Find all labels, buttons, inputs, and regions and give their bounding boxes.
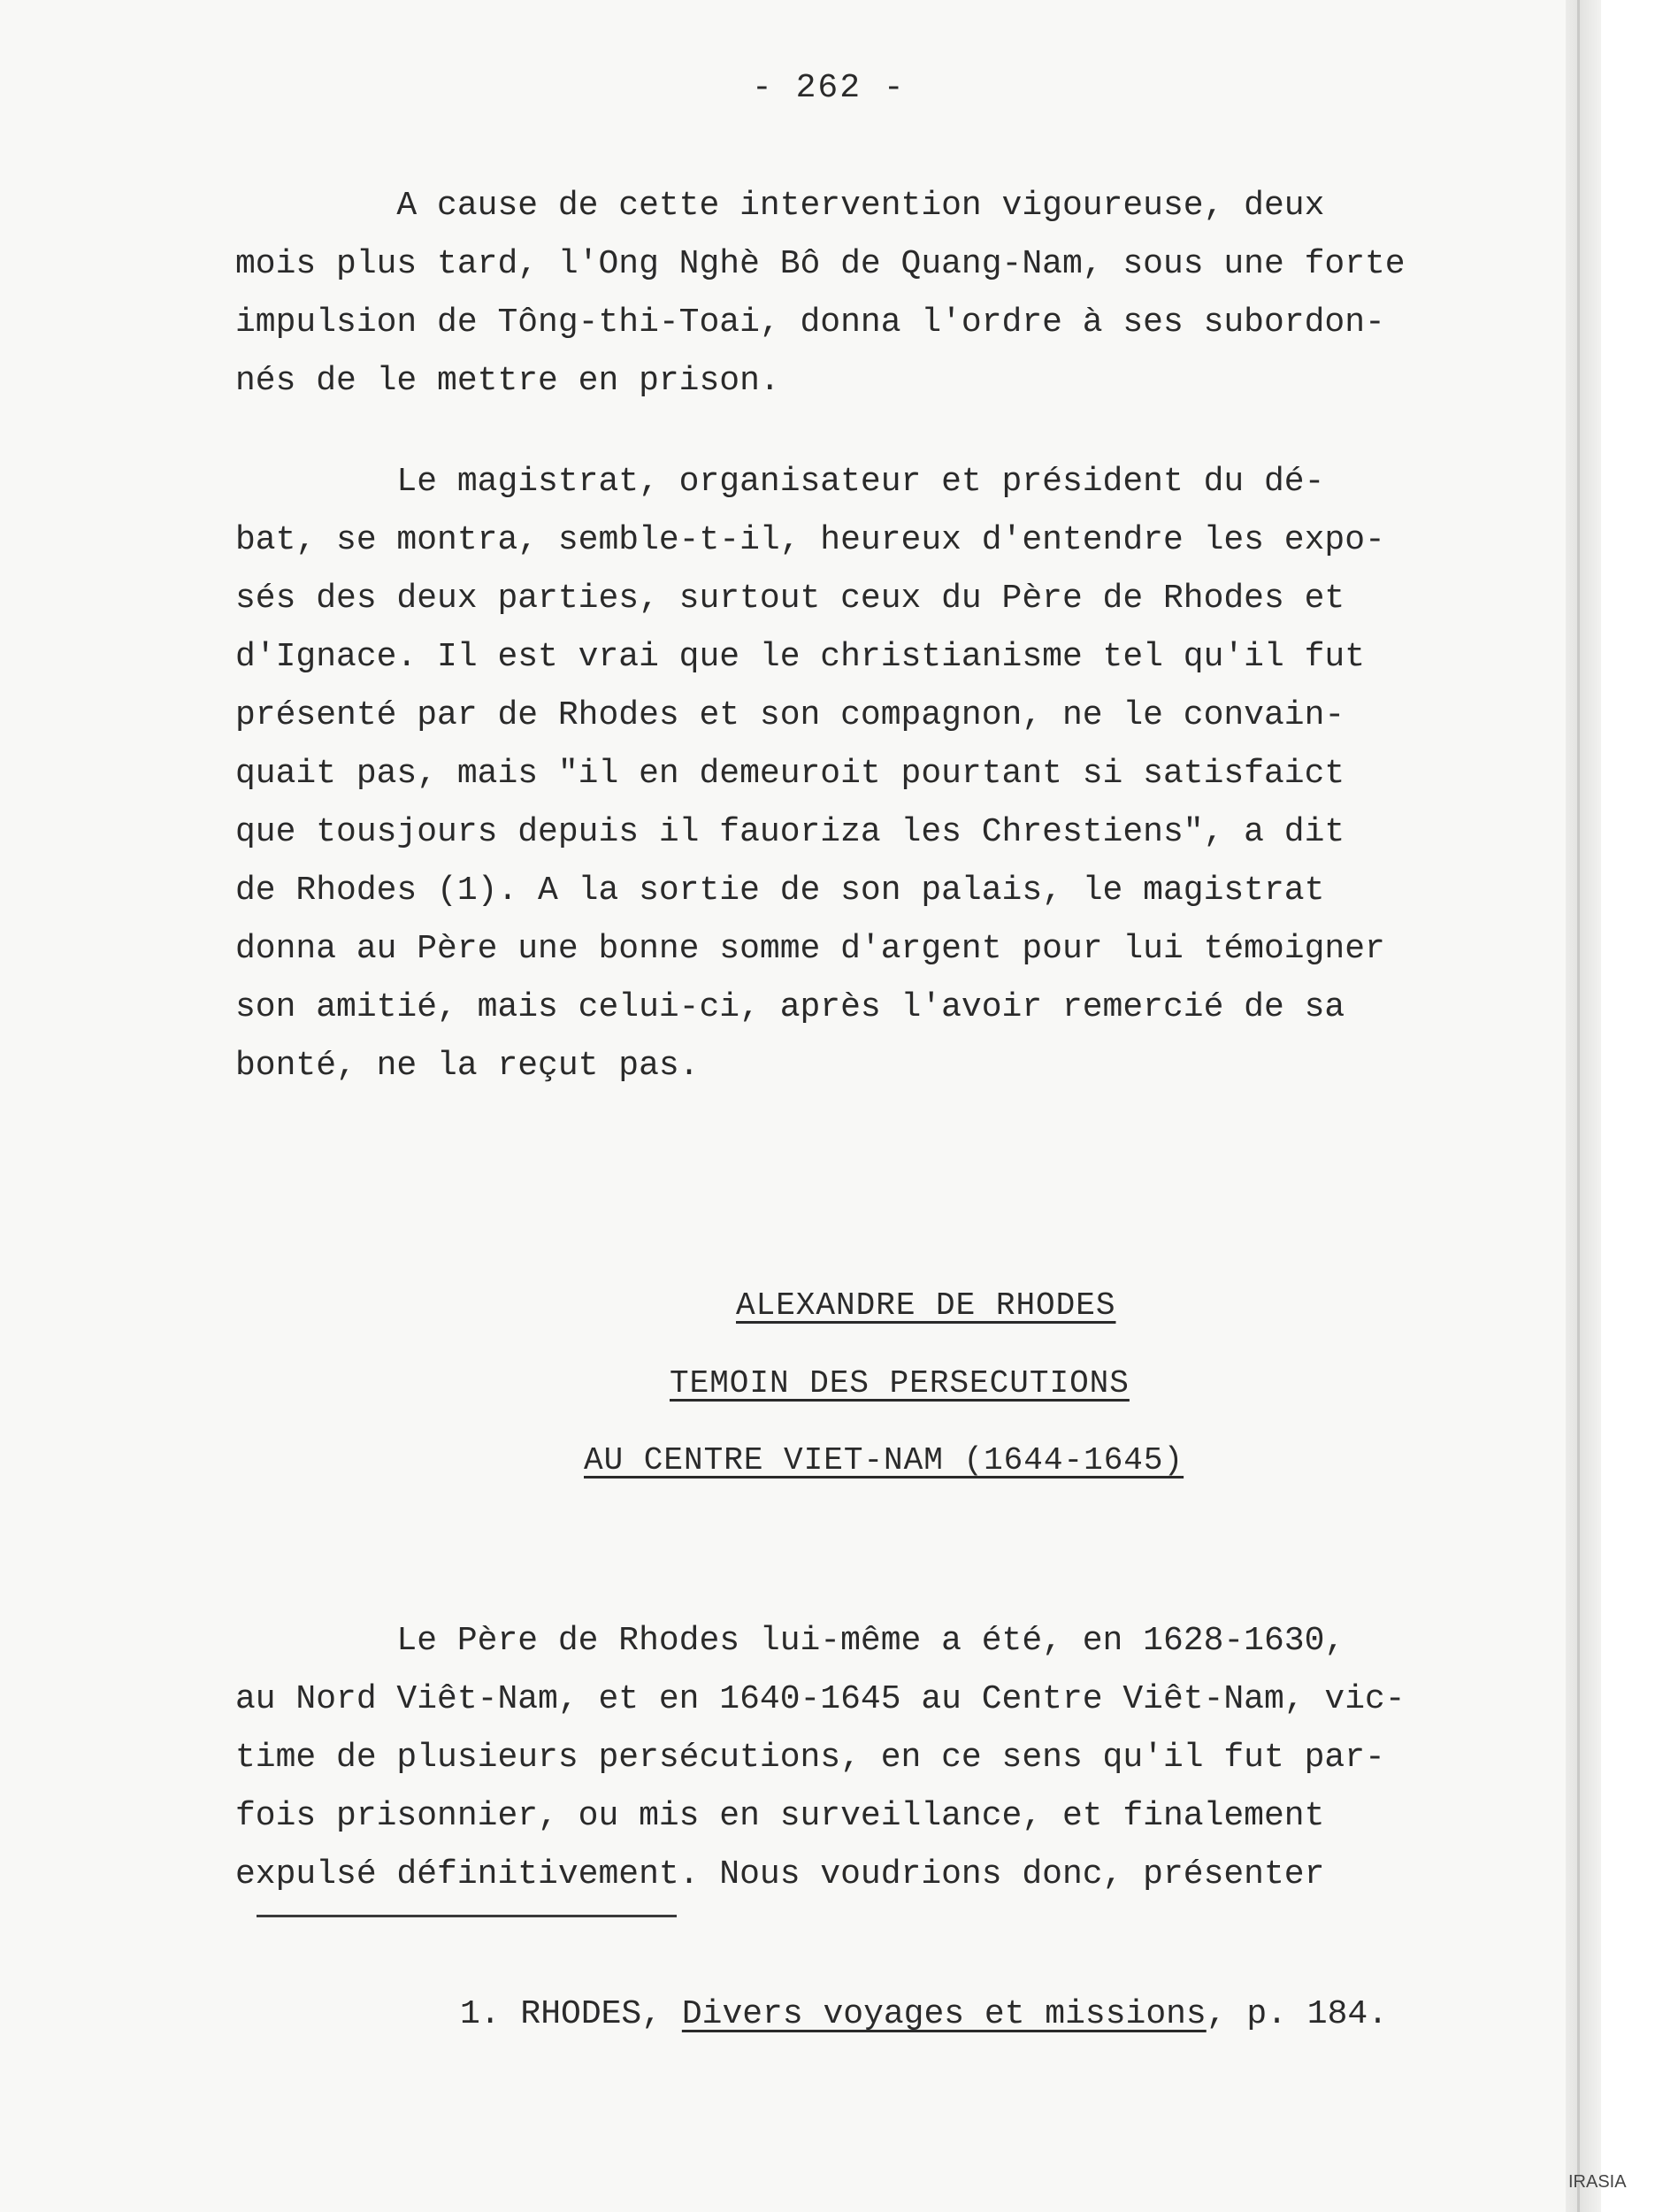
text-line: Le magistrat, organisateur et président du dé-	[235, 463, 1325, 501]
footnote-book-title: Divers voyages et missions	[681, 1995, 1207, 2033]
section-heading-line-1: ALEXANDRE DE RHODES	[736, 1287, 1116, 1324]
text-line: impulsion de Tông-thi-Toai, donna l'ordre à ses subordon-	[235, 303, 1385, 342]
text-line: son amitié, mais celui-ci, après l'avoir remercié de sa	[235, 988, 1345, 1026]
text-line: quait pas, mais "il en demeuroit pourtant si satisfaict	[235, 755, 1345, 793]
text-line: bat, se montra, semble-t-il, heureux d'entendre les expo-	[235, 521, 1385, 559]
text-line: donna au Père une bonne somme d'argent pour lui témoigner	[235, 930, 1385, 968]
page-number: - 262 -	[752, 69, 906, 107]
footnote-separator	[257, 1915, 677, 1917]
text-line: nés de le mettre en prison.	[235, 362, 780, 400]
footnote	[460, 1995, 1388, 2033]
footnote-page: , p. 184.	[1206, 1995, 1388, 2033]
text-line: présenté par de Rhodes et son compagnon, ne le convain-	[235, 696, 1345, 734]
paragraph-3	[235, 1612, 1406, 1904]
paragraph-2	[235, 453, 1385, 1095]
text-line: bonté, ne la reçut pas.	[235, 1047, 700, 1085]
text-line: fois prisonnier, ou mis en surveillance, et finalement	[235, 1797, 1325, 1835]
text-line: time de plusieurs persécutions, en ce sens qu'il fut par-	[235, 1739, 1385, 1777]
text-line: Le Père de Rhodes lui-même a été, en 1628-1630,	[235, 1622, 1345, 1660]
text-line: au Nord Viêt-Nam, et en 1640-1645 au Centre Viêt-Nam, vic-	[235, 1680, 1406, 1718]
footnote-number: 1. RHODES,	[460, 1995, 682, 2033]
text-line: expulsé définitivement. Nous voudrions donc, présenter	[235, 1855, 1325, 1893]
text-line: sés des deux parties, surtout ceux du Père de Rhodes et	[235, 580, 1345, 618]
text-line: mois plus tard, l'Ong Nghè Bô de Quang-Nam, sous une forte	[235, 245, 1406, 283]
paragraph-1	[235, 177, 1406, 411]
archive-stamp: IRASIA	[1568, 2172, 1627, 2192]
text-line: A cause de cette intervention vigoureuse, deux	[235, 187, 1325, 225]
text-line: que tousjours depuis il fauoriza les Chrestiens", a dit	[235, 813, 1345, 851]
section-heading-line-2: TEMOIN DES PERSECUTIONS	[670, 1365, 1130, 1402]
section-heading-line-3: AU CENTRE VIET-NAM (1644-1645)	[584, 1442, 1184, 1479]
page-edge-line	[1577, 0, 1580, 2212]
page-edge-shadow	[1566, 0, 1601, 2212]
text-line: de Rhodes (1). A la sortie de son palais, le magistrat	[235, 872, 1325, 910]
text-line: d'Ignace. Il est vrai que le christianisme tel qu'il fut	[235, 638, 1366, 676]
